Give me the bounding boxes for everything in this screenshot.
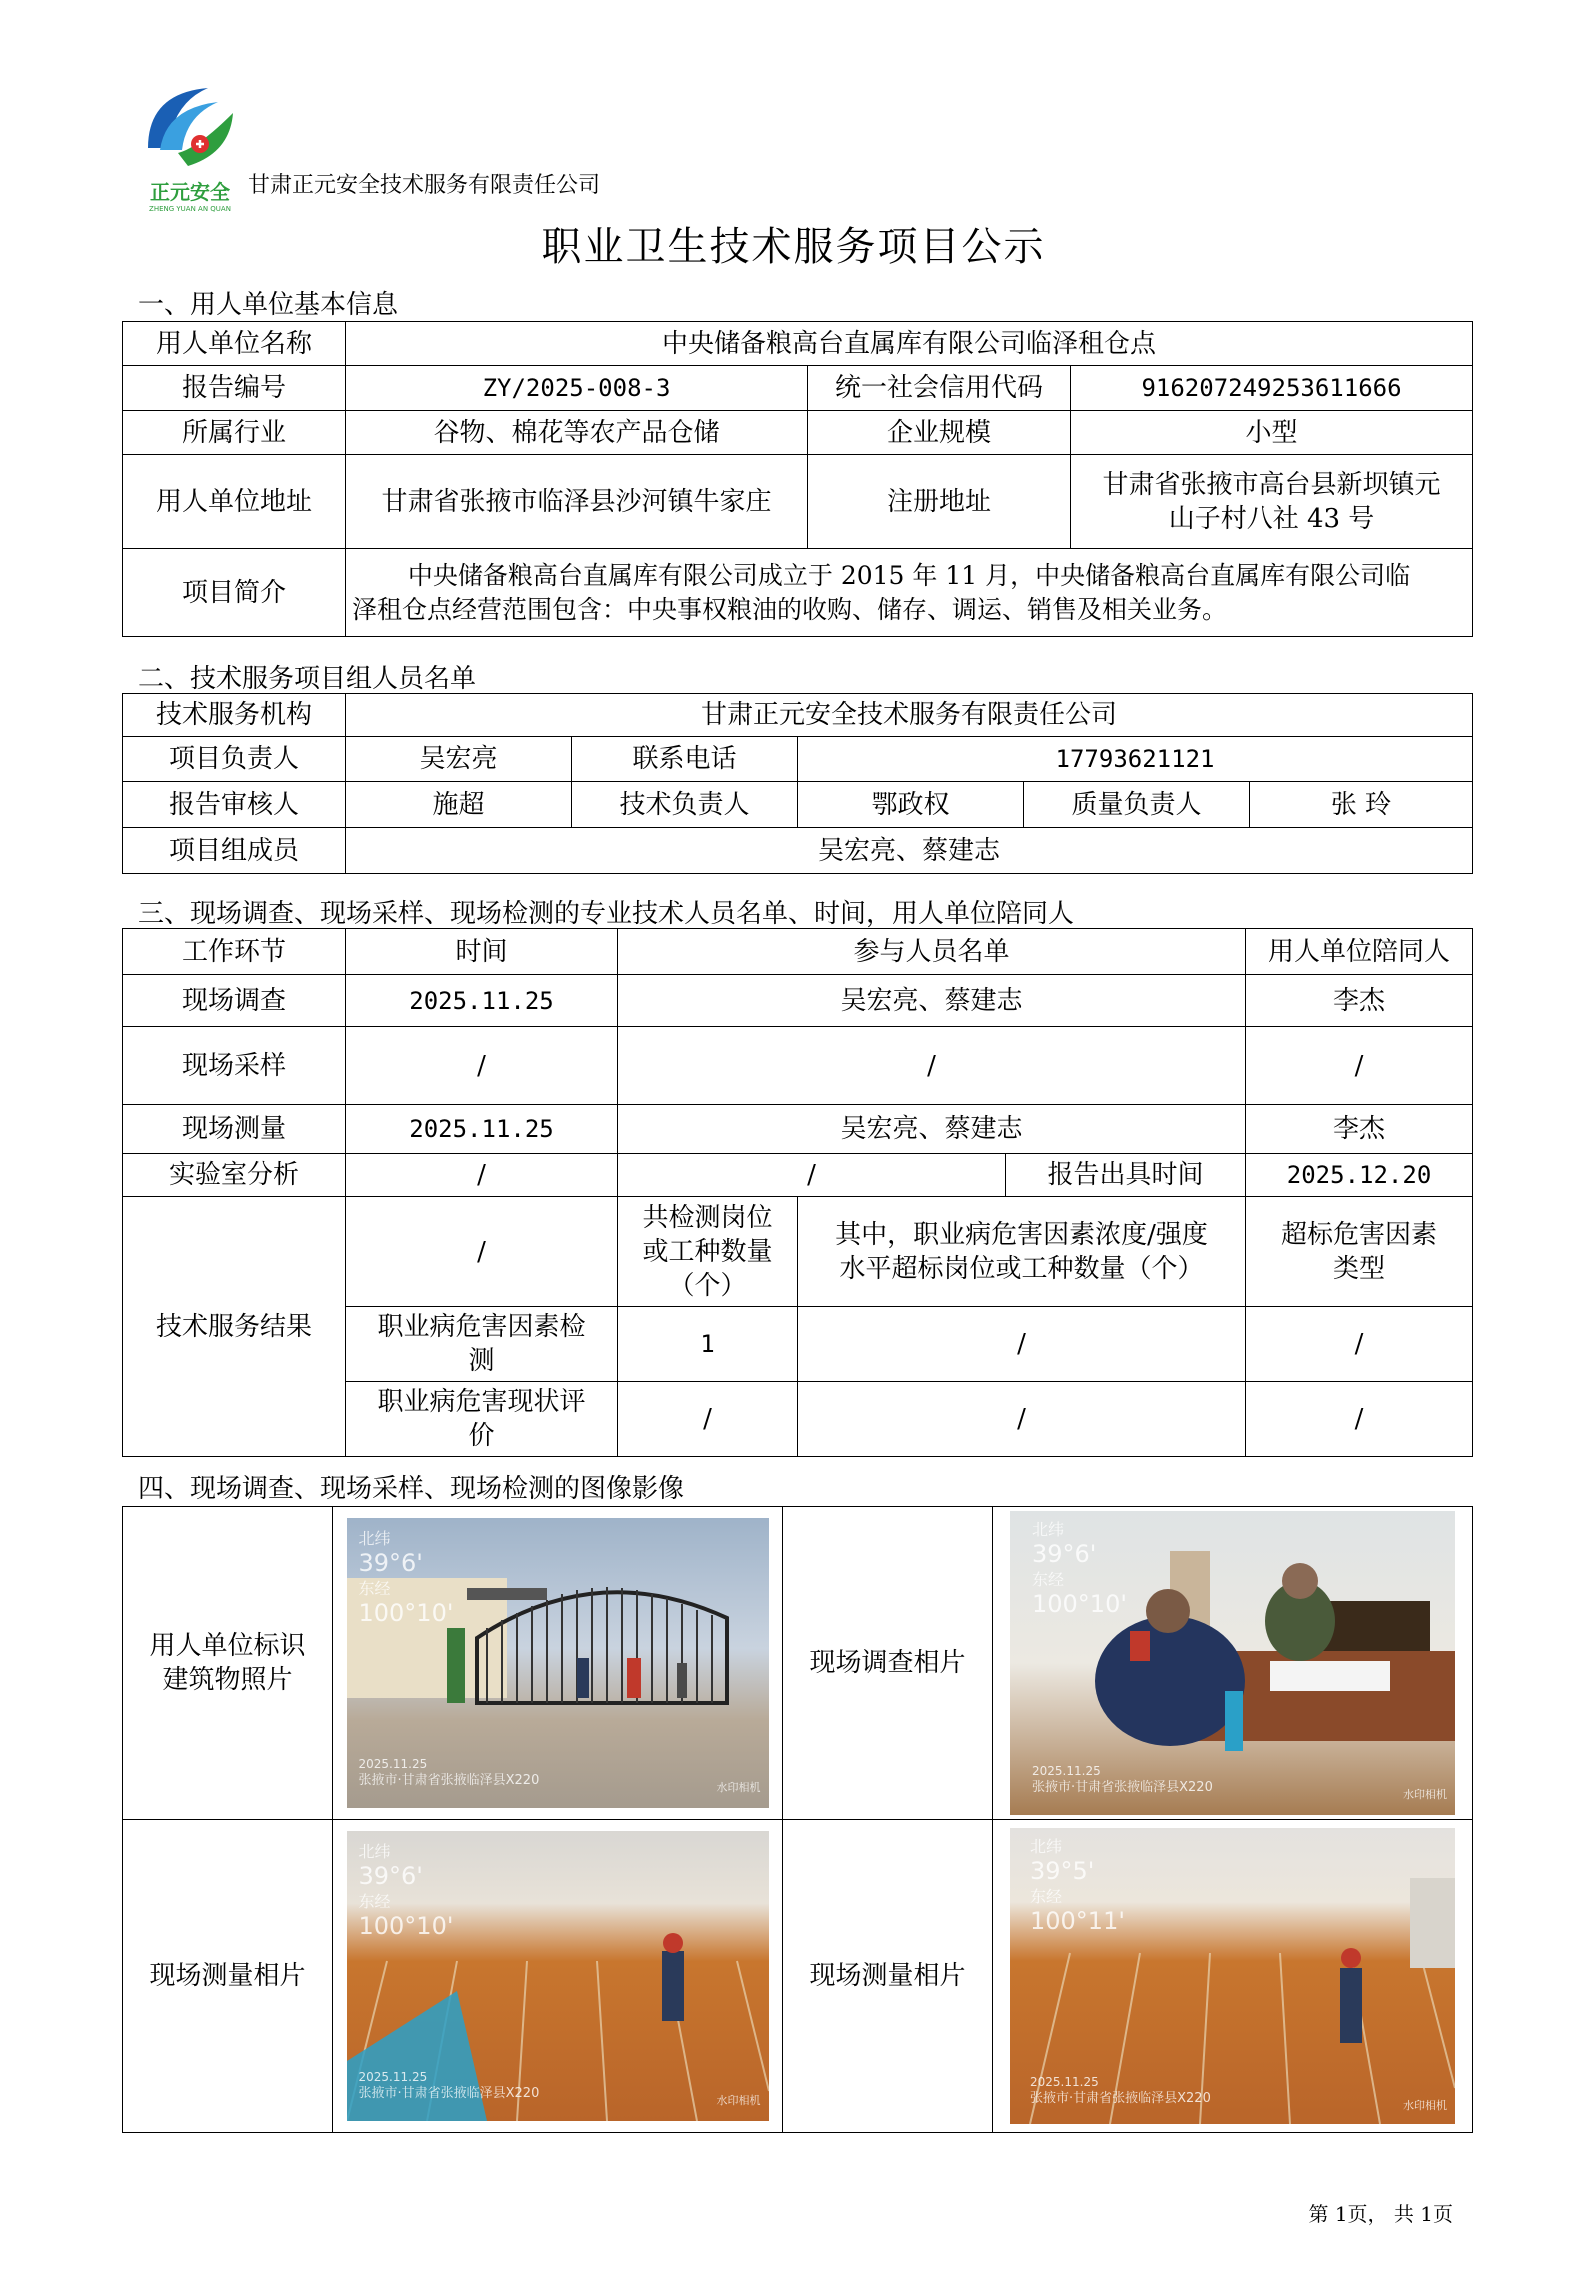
members-label: 项目组成员	[123, 828, 346, 874]
section4-heading: 四、现场调查、现场采样、现场检测的图像影像	[138, 1474, 685, 1504]
photo3-cell	[333, 1820, 783, 2133]
result-col1-header	[618, 1197, 798, 1307]
industry-label: 所属行业	[123, 411, 346, 455]
phone-label: 联系电话	[572, 737, 798, 782]
table-row	[123, 1027, 1473, 1105]
lat-value: 39°6'	[1032, 1540, 1097, 1568]
lon-label: 东经	[358, 1579, 391, 1598]
measurement-photo-1	[347, 1831, 769, 2121]
detect-count: 1	[618, 1307, 798, 1382]
lat-label: 北纬	[358, 1842, 391, 1861]
table-row	[123, 975, 1473, 1027]
logo-emblem-icon	[138, 78, 242, 178]
people-cell: 吴宏亮、蔡建志	[618, 975, 1246, 1027]
header-line: 或工种数量	[642, 1236, 773, 1267]
people-cell: 吴宏亮、蔡建志	[618, 1105, 1246, 1154]
stage-cell: 现场采样	[123, 1027, 346, 1105]
photo1-label	[123, 1507, 333, 1820]
header-line: 水平超标岗位或工种数量（个）	[839, 1253, 1204, 1284]
report-time-label: 报告出具时间	[1006, 1154, 1246, 1197]
stage-cell: 现场测量	[123, 1105, 346, 1154]
section1-heading: 一、用人单位基本信息	[138, 290, 399, 320]
industry-value: 谷物、棉花等农产品仓储	[346, 411, 808, 455]
tech-lead-label: 技术负责人	[572, 782, 798, 828]
lat-value: 39°6'	[358, 1549, 423, 1577]
fieldwork-table	[122, 928, 1473, 1457]
col-stage: 工作环节	[123, 929, 346, 975]
leader-label: 项目负责人	[123, 737, 346, 782]
photo2-label: 现场调查相片	[783, 1507, 993, 1820]
lab-people: /	[618, 1154, 1006, 1197]
header-line: 共检测岗位	[642, 1202, 773, 1233]
header-line: 其中，职业病危害因素浓度/强度	[835, 1219, 1208, 1250]
eval-label	[346, 1382, 618, 1457]
phone-value: 17793621121	[798, 737, 1473, 782]
result-col3-header	[1246, 1197, 1473, 1307]
intro-line2: 泽租仓点经营范围包含：中央事权粮油的收购、储存、调运、销售及相关业务。	[352, 594, 1228, 624]
lat-value: 39°6'	[358, 1862, 423, 1890]
org-label: 技术服务机构	[123, 694, 346, 737]
logo-text: 正元安全	[150, 180, 230, 204]
label-line: 价	[468, 1421, 495, 1451]
lon-label: 东经	[358, 1892, 391, 1911]
result-col2-header	[798, 1197, 1246, 1307]
camera-app-watermark: 水印相机	[1403, 1788, 1447, 1801]
measurement-photo-2	[1010, 1828, 1455, 2124]
photo1-cell	[333, 1507, 783, 1820]
scale-label: 企业规模	[808, 411, 1071, 455]
document-title: 职业卫生技术服务项目公示	[541, 224, 1046, 270]
members-value: 吴宏亮、蔡建志	[346, 828, 1473, 874]
label-line: 测	[468, 1346, 495, 1376]
col-time: 时间	[346, 929, 618, 975]
photo4-label: 现场测量相片	[783, 1820, 993, 2133]
company-logo	[138, 78, 242, 213]
photo-date: 2025.11.25	[1032, 1764, 1101, 1778]
reg-address-line2: 山子村八社 43 号	[1168, 503, 1375, 534]
report-no-label: 报告编号	[123, 366, 346, 411]
photo-date: 2025.11.25	[358, 2070, 428, 2084]
camera-app-watermark: 水印相机	[1403, 2099, 1447, 2112]
tech-lead-value: 鄂政权	[798, 782, 1024, 828]
scale-value: 小型	[1071, 411, 1473, 455]
section2-heading: 二、技术服务项目组人员名单	[138, 664, 477, 694]
intro-label: 项目简介	[123, 549, 346, 637]
report-time-value: 2025.12.20	[1246, 1154, 1473, 1197]
lab-time: /	[346, 1154, 618, 1197]
lon-value: 100°10'	[358, 1599, 454, 1627]
col-escort: 用人单位陪同人	[1246, 929, 1473, 975]
employer-building-photo	[347, 1518, 769, 1808]
people-cell: /	[618, 1027, 1246, 1105]
time-cell: /	[346, 1027, 618, 1105]
photo-place: 张掖市·甘肃省张掖临泽县X220	[1030, 2091, 1211, 2106]
detect-label	[346, 1307, 618, 1382]
label-line: 职业病危害现状评	[377, 1387, 586, 1417]
label-line: 职业病危害因素检	[377, 1312, 586, 1342]
result-label: 技术服务结果	[123, 1197, 346, 1457]
lon-value: 100°10'	[358, 1912, 454, 1940]
reg-address-line1: 甘肃省张掖市高台县新坝镇元	[1102, 469, 1441, 500]
lat-value: 39°5'	[1030, 1857, 1095, 1885]
photo4-cell	[993, 1820, 1473, 2133]
lat-label: 北纬	[1030, 1837, 1063, 1856]
table-row	[123, 1105, 1473, 1154]
lat-label: 北纬	[1032, 1520, 1065, 1539]
leader-value: 吴宏亮	[346, 737, 572, 782]
lon-value: 100°10'	[1032, 1590, 1127, 1618]
credit-code-label: 统一社会信用代码	[808, 366, 1071, 411]
camera-app-watermark: 水印相机	[716, 1781, 761, 1794]
time-cell: 2025.11.25	[346, 1105, 618, 1154]
logo-subtext: ZHENG YUAN AN QUAN	[149, 205, 231, 213]
reviewer-label: 报告审核人	[123, 782, 346, 828]
lon-value: 100°11'	[1030, 1907, 1125, 1935]
stage-cell: 现场调查	[123, 975, 346, 1027]
col-people: 参与人员名单	[618, 929, 1246, 975]
eval-type: /	[1246, 1382, 1473, 1457]
lon-label: 东经	[1030, 1887, 1063, 1906]
eval-exceed: /	[798, 1382, 1246, 1457]
credit-code-value: 916207249253611666	[1071, 366, 1473, 411]
intro-line1: 中央储备粮高台直属库有限公司成立于 2015 年 11 月，中央储备粮高台直属库有限公司临	[407, 560, 1411, 590]
lat-label: 北纬	[358, 1529, 391, 1548]
employer-label: 用人单位名称	[123, 322, 346, 366]
photo-date: 2025.11.25	[1030, 2075, 1099, 2089]
quality-lead-label: 质量负责人	[1024, 782, 1250, 828]
company-name-header: 甘肃正元安全技术服务有限责任公司	[248, 173, 601, 198]
org-value: 甘肃正元安全技术服务有限责任公司	[346, 694, 1473, 737]
escort-cell: 李杰	[1246, 1105, 1473, 1154]
header-line: 超标危害因素	[1281, 1219, 1438, 1250]
section3-heading: 三、现场调查、现场采样、现场检测的专业技术人员名单、时间，用人单位陪同人	[138, 899, 1075, 929]
photo3-label: 现场测量相片	[123, 1820, 333, 2133]
page-number: 第 1页， 共 1页	[1308, 2202, 1453, 2226]
report-no-value: ZY/2025-008-3	[346, 366, 808, 411]
address-label: 用人单位地址	[123, 455, 346, 549]
team-table	[122, 693, 1473, 874]
result-blank: /	[346, 1197, 618, 1307]
time-cell: 2025.11.25	[346, 975, 618, 1027]
label-line: 建筑物照片	[162, 1665, 293, 1695]
reviewer-value: 施超	[346, 782, 572, 828]
escort-cell: 李杰	[1246, 975, 1473, 1027]
lab-label: 实验室分析	[123, 1154, 346, 1197]
header-line: （个）	[668, 1270, 747, 1301]
header-line: 类型	[1333, 1253, 1386, 1284]
photo-place: 张掖市·甘肃省张掖临泽县X220	[358, 1773, 540, 1788]
camera-app-watermark: 水印相机	[716, 2094, 761, 2107]
quality-lead-value: 张 玲	[1250, 782, 1473, 828]
photo2-cell	[993, 1507, 1473, 1820]
reg-address-label: 注册地址	[808, 455, 1071, 549]
address-value: 甘肃省张掖市临泽县沙河镇牛家庄	[346, 455, 808, 549]
intro-value	[346, 549, 1473, 637]
survey-photo	[1010, 1511, 1455, 1815]
eval-count: /	[618, 1382, 798, 1457]
reg-address-value	[1071, 455, 1473, 549]
employer-value: 中央储备粮高台直属库有限公司临泽租仓点	[346, 322, 1473, 366]
photo-table	[122, 1506, 1473, 2133]
photo-date: 2025.11.25	[358, 1757, 428, 1771]
label-line: 用人单位标识	[149, 1631, 306, 1661]
lon-label: 东经	[1032, 1570, 1065, 1589]
employer-info-table	[122, 321, 1473, 637]
detect-type: /	[1246, 1307, 1473, 1382]
detect-exceed: /	[798, 1307, 1246, 1382]
escort-cell: /	[1246, 1027, 1473, 1105]
photo-place: 张掖市·甘肃省张掖临泽县X220	[358, 2086, 540, 2101]
photo-place: 张掖市·甘肃省张掖临泽县X220	[1032, 1780, 1213, 1795]
